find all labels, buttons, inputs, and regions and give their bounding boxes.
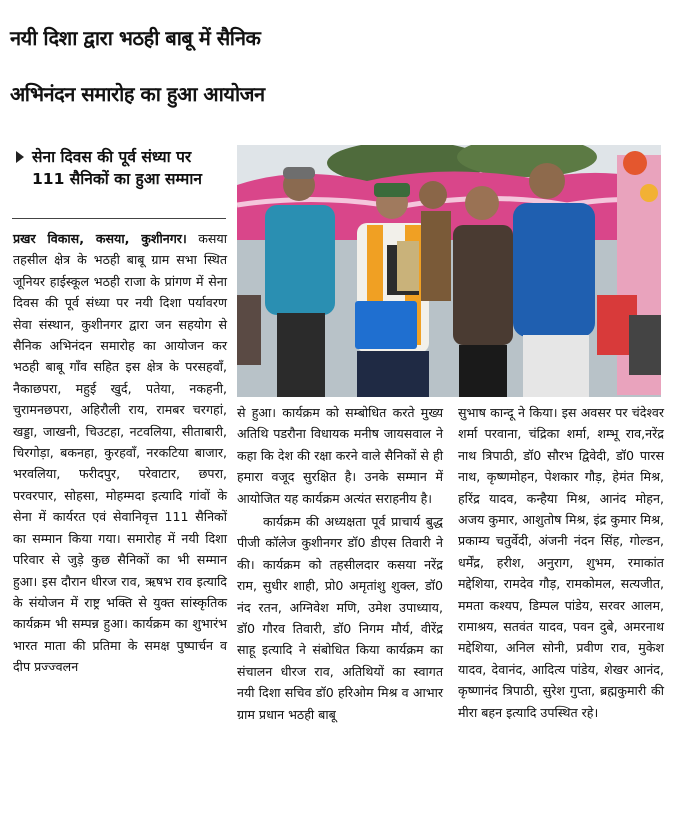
article-paragraph: [13, 228, 227, 678]
headline-line-1: नयी दिशा द्वारा भठही बाबू में सैनिक: [10, 26, 261, 50]
headline: [10, 10, 670, 122]
subheadline-text: सेना दिवस की पूर्व संध्या पर 111 सैनिकों का हुआ सम्मान: [32, 148, 202, 188]
article-paragraph: कार्यक्रम की अध्यक्षता पूर्व प्राचार्य बुद्ध पीजी कॉलेज कुशीनगर डॉ0 डीएस तिवारी ने की। कार्यक्रम को तहसीलदार कसया नरेंद्र राम, सुधीर शाही, प्रो0 अमृतांशु शुक्ल, डॉ0 नंद रतन, अग्निवेश मणि, उमेश उपाध्याय, डॉ0 गौरव तिवारी, डॉ0 निगम मौर्य, वीरेंद्र साहू इत्यादि ने संबोधित किया कार्यक्रम का संचालन धीरज राव, अतिथियों का स्वागत नयी दिशा सचिव डॉ0 हरिओम मिश्र व आभार ग्राम प्रधान भठही बाबू: [237, 514, 443, 722]
article-paragraph: से हुआ। कार्यक्रम को सम्बोधित करते मुख्य अतिथि पडरौना विधायक मनीष जायसवाल ने कहा कि देश की रक्षा करने वाले सैनिकों से ही हमारा वजूद सुरक्षित है। उनके सम्मान में आयोजित यह कार्यक्रम अत्यंत सराहनीय है।: [237, 405, 443, 506]
subheadline-divider: [12, 218, 226, 219]
dateline: प्रखर विकास, कसया, कुशीनगर।: [13, 231, 187, 246]
article-column-2: [237, 402, 443, 725]
article-column-1: [13, 228, 227, 678]
subheadline: [16, 146, 226, 190]
article-paragraph: सुभाष कान्दू ने किया। इस अवसर पर चंदेश्वर शर्मा परवाना, चंद्रिका शर्मा, शम्भू राव,नरेंद्र नाथ त्रिपाठी, डॉ0 सौरभ द्विवेदी, डॉ0 पारस नाथ, कृष्णमोहन, पेशकार गौड़, हेमंत मिश्र, हरिंद्र यादव, कन्हैया मिश्र, आनंद मोहन, अजय कुमार, आशुतोष मिश्र, इंद्र कुमार मिश्र, प्रकाम्य चतुर्वेदी, अंजनी नंदन सिंह, गोल्डन, धर्मेंद्र, हरीश, अनुराग, शुभम, रमाकांत मद्देशिया, रामदेव गौड़, रामकोमल, सत्यजीत, ममता कश्यप, डिम्पल पांडेय, सरवर आलम, रामाश्रय, सतवंत यादव, पवन दुबे, अमरनाथ मद्देशिया, अनिल सोनी, प्रवीण राव, मुकेश यादव, देवानंद, आदित्य पांडेय, शेखर आनंद, कृष्णानंद त्रिपाठी, सुरेश गुप्ता, ब्रह्मकुमारी की मीरा बहन इत्यादि उपस्थित रहे।: [458, 405, 664, 720]
article-column-3: [458, 402, 664, 723]
article-text: कसया तहसील क्षेत्र के भठही बाबू ग्राम सभा स्थित जूनियर हाईस्कूल भठही राजा के प्रांगण में सेना दिवस की पूर्व संध्या पर नयी दिशा पर्यावरण सेवा संस्थान, कुशीनगर द्वारा जन सहयोग से सैनिक अभिनंदन समारोह का आयोजन कर भठही बाबू गाँव सहित इस क्षेत्र के परसहवाँ, नैकाछपरा, महुई खुर्द, पतेया, नकहनी, चुरामनछपरा, अहिरौली राय, रामबर चरगहां, खड्डा, जाखनी, चिउटहा, नटवलिया, सीताबारी, चिरगोड़ा, बकनहा, कुरहवाँ, नरकटिया बाजार, भरवलिया, फरीदपुर, परेवाटार, छपरा, परवरपार, सोहसा, मोहम्मदा इत्यादि गांवों के सेना में कार्यरत एवं सेवानिवृत्त 111 सैनिकों का सम्मान किया गया। समारोह में नयी दिशा परिवार से जुड़े कुछ सैनिकों का भी सम्मान हुआ। इस दौरान धीरज राव, ऋषभ राव इत्यादि के संयोजन में राष्ट्र भक्ति से युक्त सांस्कृतिक कार्यक्रम भी सम्पन्न हुआ। कार्यक्रम का शुभारंभ भारत माता की प्रतिमा के समक्ष पुष्पार्चन व दीप प्रज्ज्वलन: [13, 231, 227, 675]
event-photo-illustration: [237, 145, 661, 397]
event-photo: [237, 145, 661, 397]
headline-line-2: अभिनंदन समारोह का हुआ आयोजन: [10, 82, 265, 106]
triangle-bullet-icon: [16, 151, 24, 163]
